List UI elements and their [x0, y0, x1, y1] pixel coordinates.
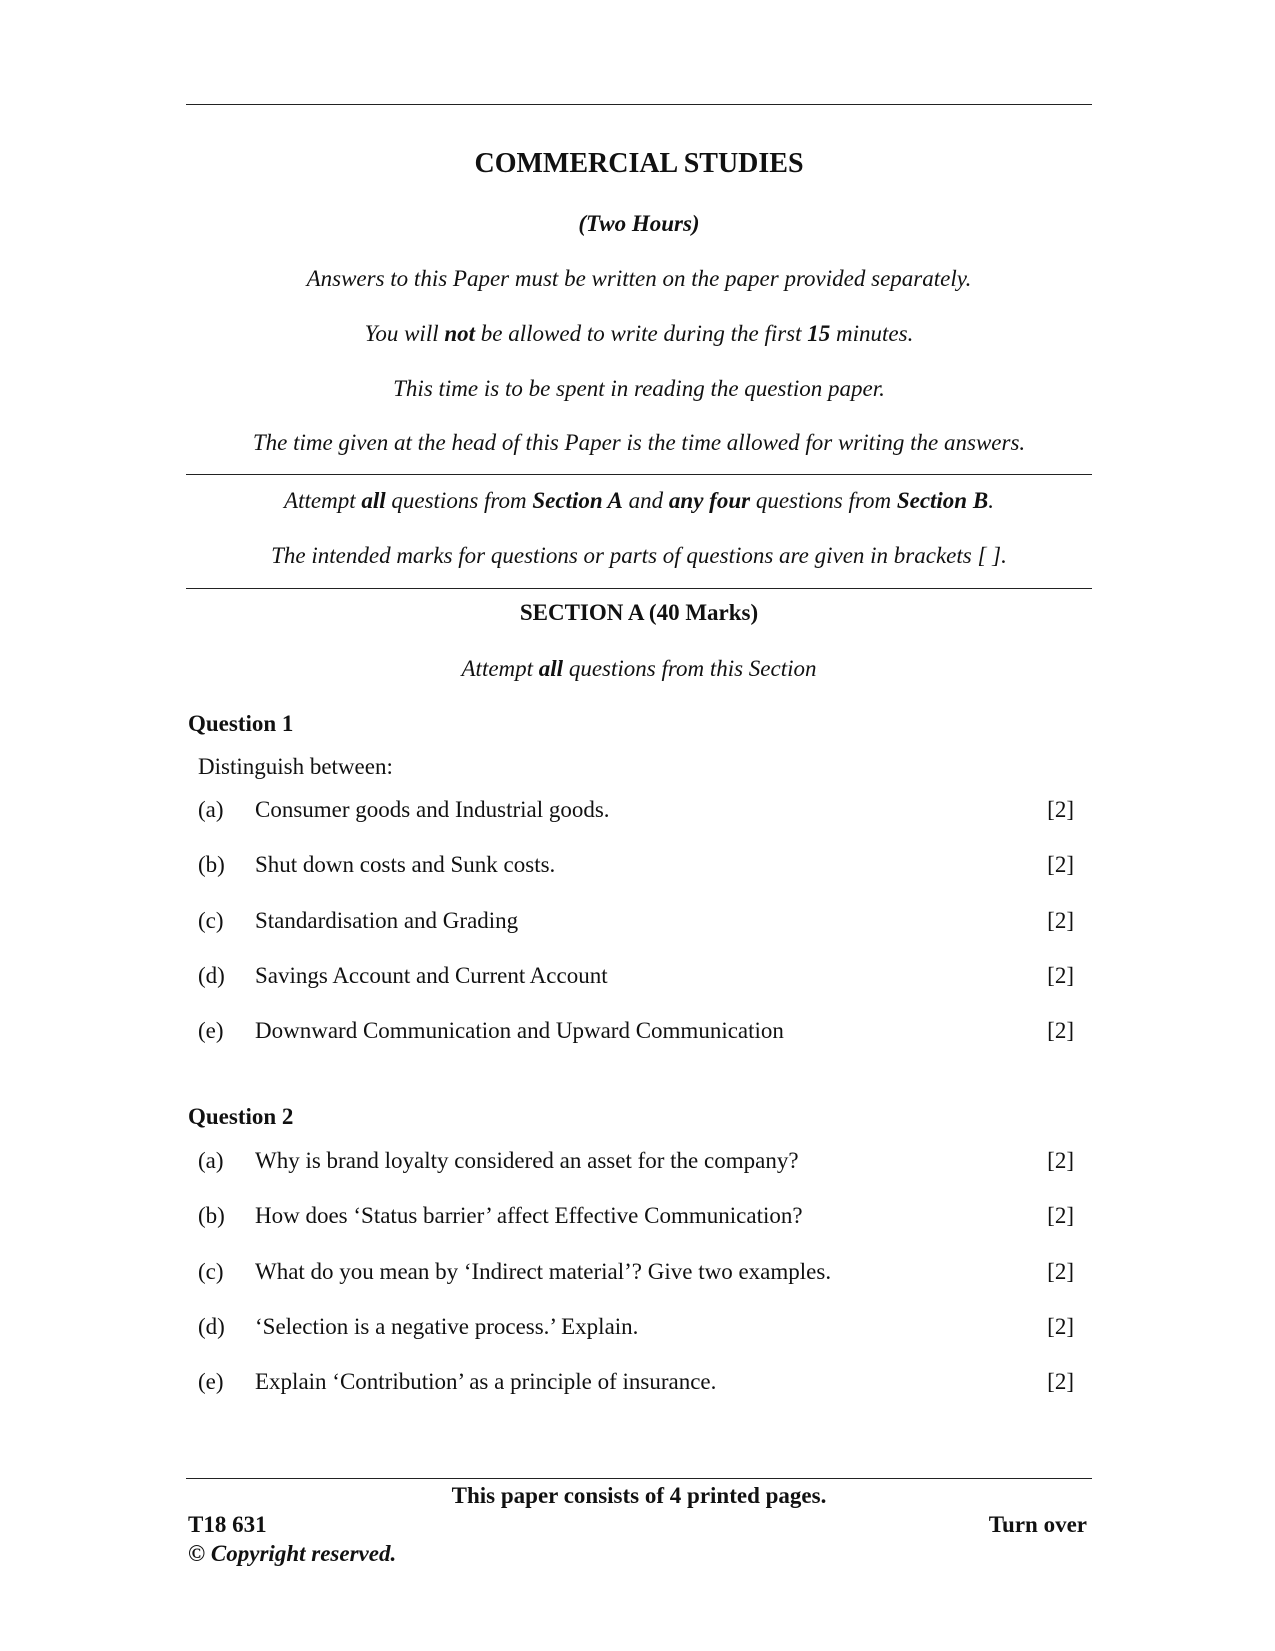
top-rule	[186, 104, 1092, 105]
item-text: Why is brand loyalty considered an asset for the company?	[255, 1148, 799, 1173]
item-text: Standardisation and Grading	[255, 908, 519, 933]
item-marks: [2]	[1047, 1018, 1074, 1043]
question-2-item-e	[198, 1369, 1074, 1399]
section-a-heading: SECTION A (40 Marks)	[519, 600, 759, 625]
instruction-reading: This time is to be spent in reading the question paper.	[393, 376, 885, 401]
question-1-intro: Distinguish between:	[198, 754, 393, 779]
footer-rule	[186, 1478, 1092, 1479]
paper-duration: (Two Hours)	[578, 211, 700, 236]
item-marks: [2]	[1047, 1369, 1074, 1394]
item-text: Savings Account and Current Account	[255, 963, 608, 988]
item-marks: [2]	[1047, 908, 1074, 933]
instruction-answers: Answers to this Paper must be written on the paper provided separately.	[306, 266, 972, 291]
question-2-title: Question 2	[188, 1104, 294, 1129]
item-text: Downward Communication and Upward Communication	[255, 1018, 784, 1043]
item-text: Explain ‘Contribution’ as a principle of insurance.	[255, 1369, 717, 1394]
question-1-item-b	[198, 852, 1074, 882]
item-marks: [2]	[1047, 1314, 1074, 1339]
item-marks: [2]	[1047, 797, 1074, 822]
section-a-instruction: Attempt all questions from this Section	[461, 656, 817, 681]
question-1-item-e	[198, 1018, 1074, 1048]
item-marks: [2]	[1047, 1259, 1074, 1284]
copyright-notice: © Copyright reserved.	[188, 1541, 397, 1566]
question-1-item-c	[198, 908, 1074, 938]
paper-title: COMMERCIAL STUDIES	[474, 148, 804, 179]
instruction-reading-time: You will not be allowed to write during the first 15 minutes.	[364, 321, 914, 346]
question-2-item-c	[198, 1259, 1074, 1289]
question-1-title: Question 1	[188, 711, 294, 736]
item-label: (d)	[198, 963, 225, 988]
item-marks: [2]	[1047, 852, 1074, 877]
instruction-marks: The intended marks for questions or parts of questions are given in brackets [ ].	[271, 543, 1007, 568]
item-label: (a)	[198, 797, 224, 822]
turn-over: Turn over	[988, 1512, 1087, 1537]
instructions-rule-1	[186, 474, 1092, 475]
question-2-item-d	[198, 1314, 1074, 1344]
item-text: Shut down costs and Sunk costs.	[255, 852, 556, 877]
question-2-item-a	[198, 1148, 1074, 1178]
item-text: Consumer goods and Industrial goods.	[255, 797, 610, 822]
instruction-time-given: The time given at the head of this Paper is the time allowed for writing the answers.	[252, 430, 1026, 455]
item-marks: [2]	[1047, 1203, 1074, 1228]
question-1-item-a	[198, 797, 1074, 827]
item-label: (b)	[198, 1203, 225, 1228]
item-label: (c)	[198, 908, 224, 933]
item-text: What do you mean by ‘Indirect material’? Give two examples.	[255, 1259, 832, 1284]
pages-note: This paper consists of 4 printed pages.	[451, 1483, 827, 1508]
item-label: (d)	[198, 1314, 225, 1339]
item-label: (e)	[198, 1018, 224, 1043]
item-text: How does ‘Status barrier’ affect Effective Communication?	[255, 1203, 803, 1228]
item-marks: [2]	[1047, 963, 1074, 988]
item-label: (c)	[198, 1259, 224, 1284]
instructions-rule-2	[186, 588, 1092, 589]
question-1-item-d	[198, 963, 1074, 993]
item-label: (b)	[198, 852, 225, 877]
item-label: (a)	[198, 1148, 224, 1173]
instruction-attempt: Attempt all questions from Section A and any four questions from Section B.	[284, 488, 994, 513]
paper-code: T18 631	[188, 1512, 267, 1537]
question-2-item-b	[198, 1203, 1074, 1233]
item-marks: [2]	[1047, 1148, 1074, 1173]
item-label: (e)	[198, 1369, 224, 1394]
item-text: ‘Selection is a negative process.’ Explain.	[255, 1314, 639, 1339]
